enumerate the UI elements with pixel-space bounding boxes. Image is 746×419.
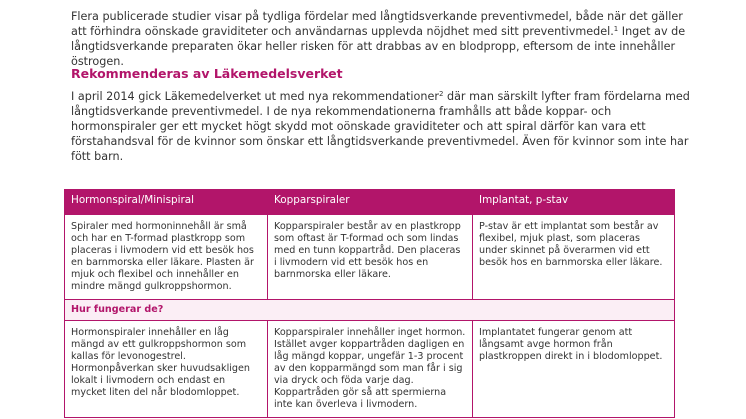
recommendation-paragraph xyxy=(71,89,696,164)
table-section-row xyxy=(65,300,675,321)
header-kopparspiral: Kopparspiraler xyxy=(268,190,473,215)
footnote-ref-1[interactable]: 1 xyxy=(613,25,619,33)
cell-hormonspiral-how: Hormonspiraler innehåller en låg mängd av ett gulkroppshormon som kallas för levonogestrel. Hormonpåverkan sker huvudsakligen lokalt i livmodern och endast en mycket liten del når blodomloppet. xyxy=(65,321,268,418)
cell-kopparspiral-how: Kopparspiraler innehåller inget hormon. Istället avger koppartråden dagligen en låg mängd koppar, ungefär 1-3 procent av den kopparmängd som man får i sig via dryck och föda varje dag. Koppartråden gör så att spermierna inte kan överleva i livmodern. xyxy=(268,321,473,418)
cell-hormonspiral-description: Spiraler med hormoninnehåll är små och har en T-formad plastkropp som placeras i livmodern vid ett besök hos en barnmorska eller läkare. Plasten är mjuk och flexibel och innehåller en mindre mängd gulkroppshormon. xyxy=(65,215,268,300)
recommendation-text-cont: där man särskilt lyfter fram fördelarna med långtidsverkande preventivmedel. I de nya rekommendationerna framhålls att både koppar- och hormonspiraler ger ett mycket högt skydd mot oönskade graviditeter och att spiral därför kan vara ett förstahandsval för de kvinnor som önskar ett långtidsverkande preventivmedel. Även för kvinnor som inte har fött barn. xyxy=(71,90,690,163)
cell-implantat-description: P-stav är ett implantat som består av flexibel, mjuk plast, som placeras under skinnet på överarmen vid ett besök hos en barnmorska eller läkare. xyxy=(473,215,675,300)
footnote-ref-2[interactable]: 2 xyxy=(438,90,444,98)
header-implantat: Implantat, p-stav xyxy=(473,190,675,215)
intro-text-cont: Inget av de långtidsverkande preparaten ökar heller risken för att drabbas av en blodpropp, eftersom de inte innehåller östrogen. xyxy=(71,25,686,68)
contraceptive-comparison-table xyxy=(64,189,675,418)
table-header-row xyxy=(65,190,675,215)
recommendation-text: I april 2014 gick Läkemedelverket ut med nya rekommendationer xyxy=(71,90,439,103)
section-how-label: Hur fungerar de? xyxy=(65,300,675,321)
table-row xyxy=(65,215,675,300)
section-heading: Rekommenderas av Läkemedelsverket xyxy=(71,66,343,81)
header-hormonspiral: Hormonspiral/Minispiral xyxy=(65,190,268,215)
intro-paragraph xyxy=(71,9,691,69)
intro-text: Flera publicerade studier visar på tydliga fördelar med långtidsverkande preventivmedel, både när det gäller att förhindra oönskade graviditeter och användarnas upplevda nöjdhet med sitt preventivmedel. xyxy=(71,10,683,38)
table-row xyxy=(65,321,675,418)
cell-implantat-how: Implantatet fungerar genom att långsamt avge hormon från plastkroppen direkt in i blodomloppet. xyxy=(473,321,675,418)
cell-kopparspiral-description: Kopparspiraler består av en plastkropp som oftast är T-formad och som lindas med en tunn koppartråd. Den placeras i livmodern vid ett besök hos en barnmorska eller läkare. xyxy=(268,215,473,300)
